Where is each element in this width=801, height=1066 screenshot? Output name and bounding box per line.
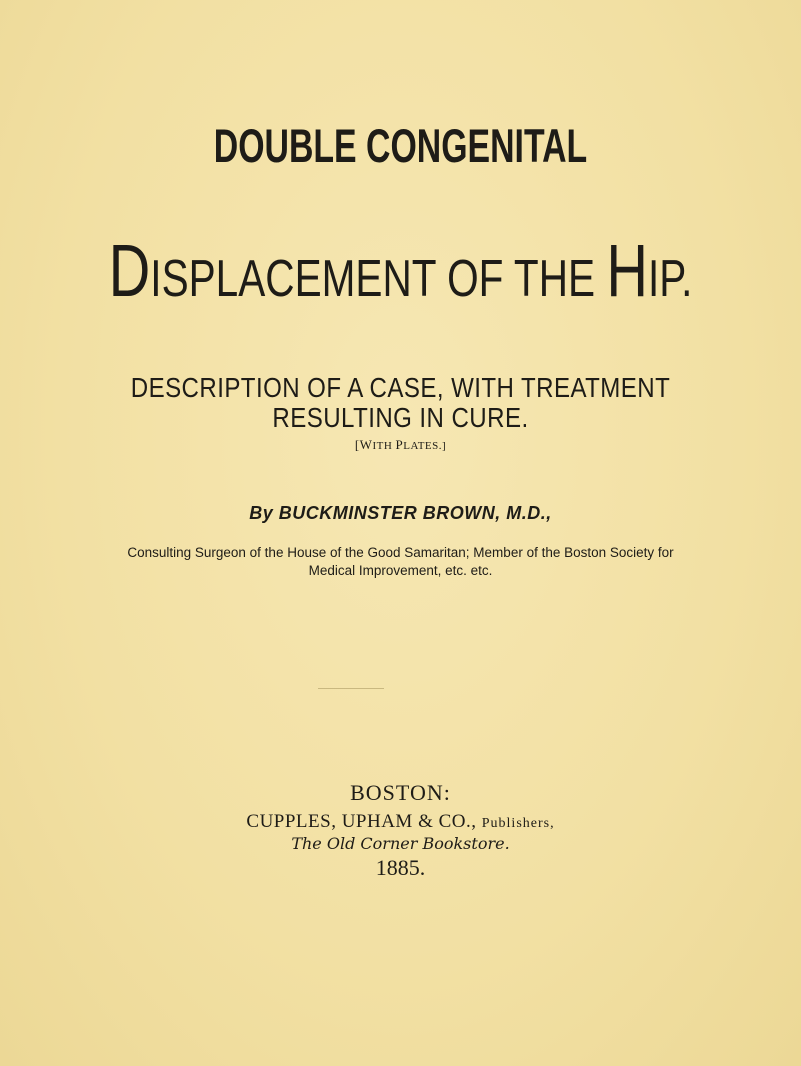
title-initial-h: H: [606, 229, 649, 312]
subtitle-line-1: DESCRIPTION OF A CASE, WITH TREATMENT: [130, 372, 671, 403]
title-text-ip: IP.: [648, 250, 693, 308]
imprint-year: 1885.: [375, 855, 426, 880]
subtitle-line-2: RESULTING IN CURE.: [272, 402, 529, 433]
affiliation-line-1: Consulting Surgeon of the House of the Good Samaritan; Member of the Boston Society for: [127, 545, 674, 560]
plates-note: [0, 437, 801, 453]
plates-open: [W: [354, 437, 373, 452]
title-text-displacement: ISPLACEMENT OF THE: [150, 250, 607, 308]
title-line-1: DOUBLE CONGENITAL: [213, 119, 588, 172]
imprint-bookstore: The Old Corner Bookstore.: [291, 834, 510, 853]
plates-with: ITH: [372, 440, 396, 452]
imprint-publisher: [0, 811, 801, 833]
publisher-role: Publishers,: [481, 816, 555, 831]
divider: [318, 688, 384, 689]
title-line-2: [88, 229, 713, 314]
title-initial-d: D: [108, 229, 151, 312]
imprint-city: BOSTON:: [350, 780, 451, 805]
affiliation-line-2: Medical Improvement, etc. etc.: [308, 563, 493, 578]
author-line: By BUCKMINSTER BROWN, M.D.,: [249, 503, 552, 523]
publisher-name: CUPPLES, UPHAM & CO.,: [246, 811, 482, 832]
plates-lates: LATES.]: [403, 440, 447, 452]
plates-p: P: [395, 437, 404, 452]
